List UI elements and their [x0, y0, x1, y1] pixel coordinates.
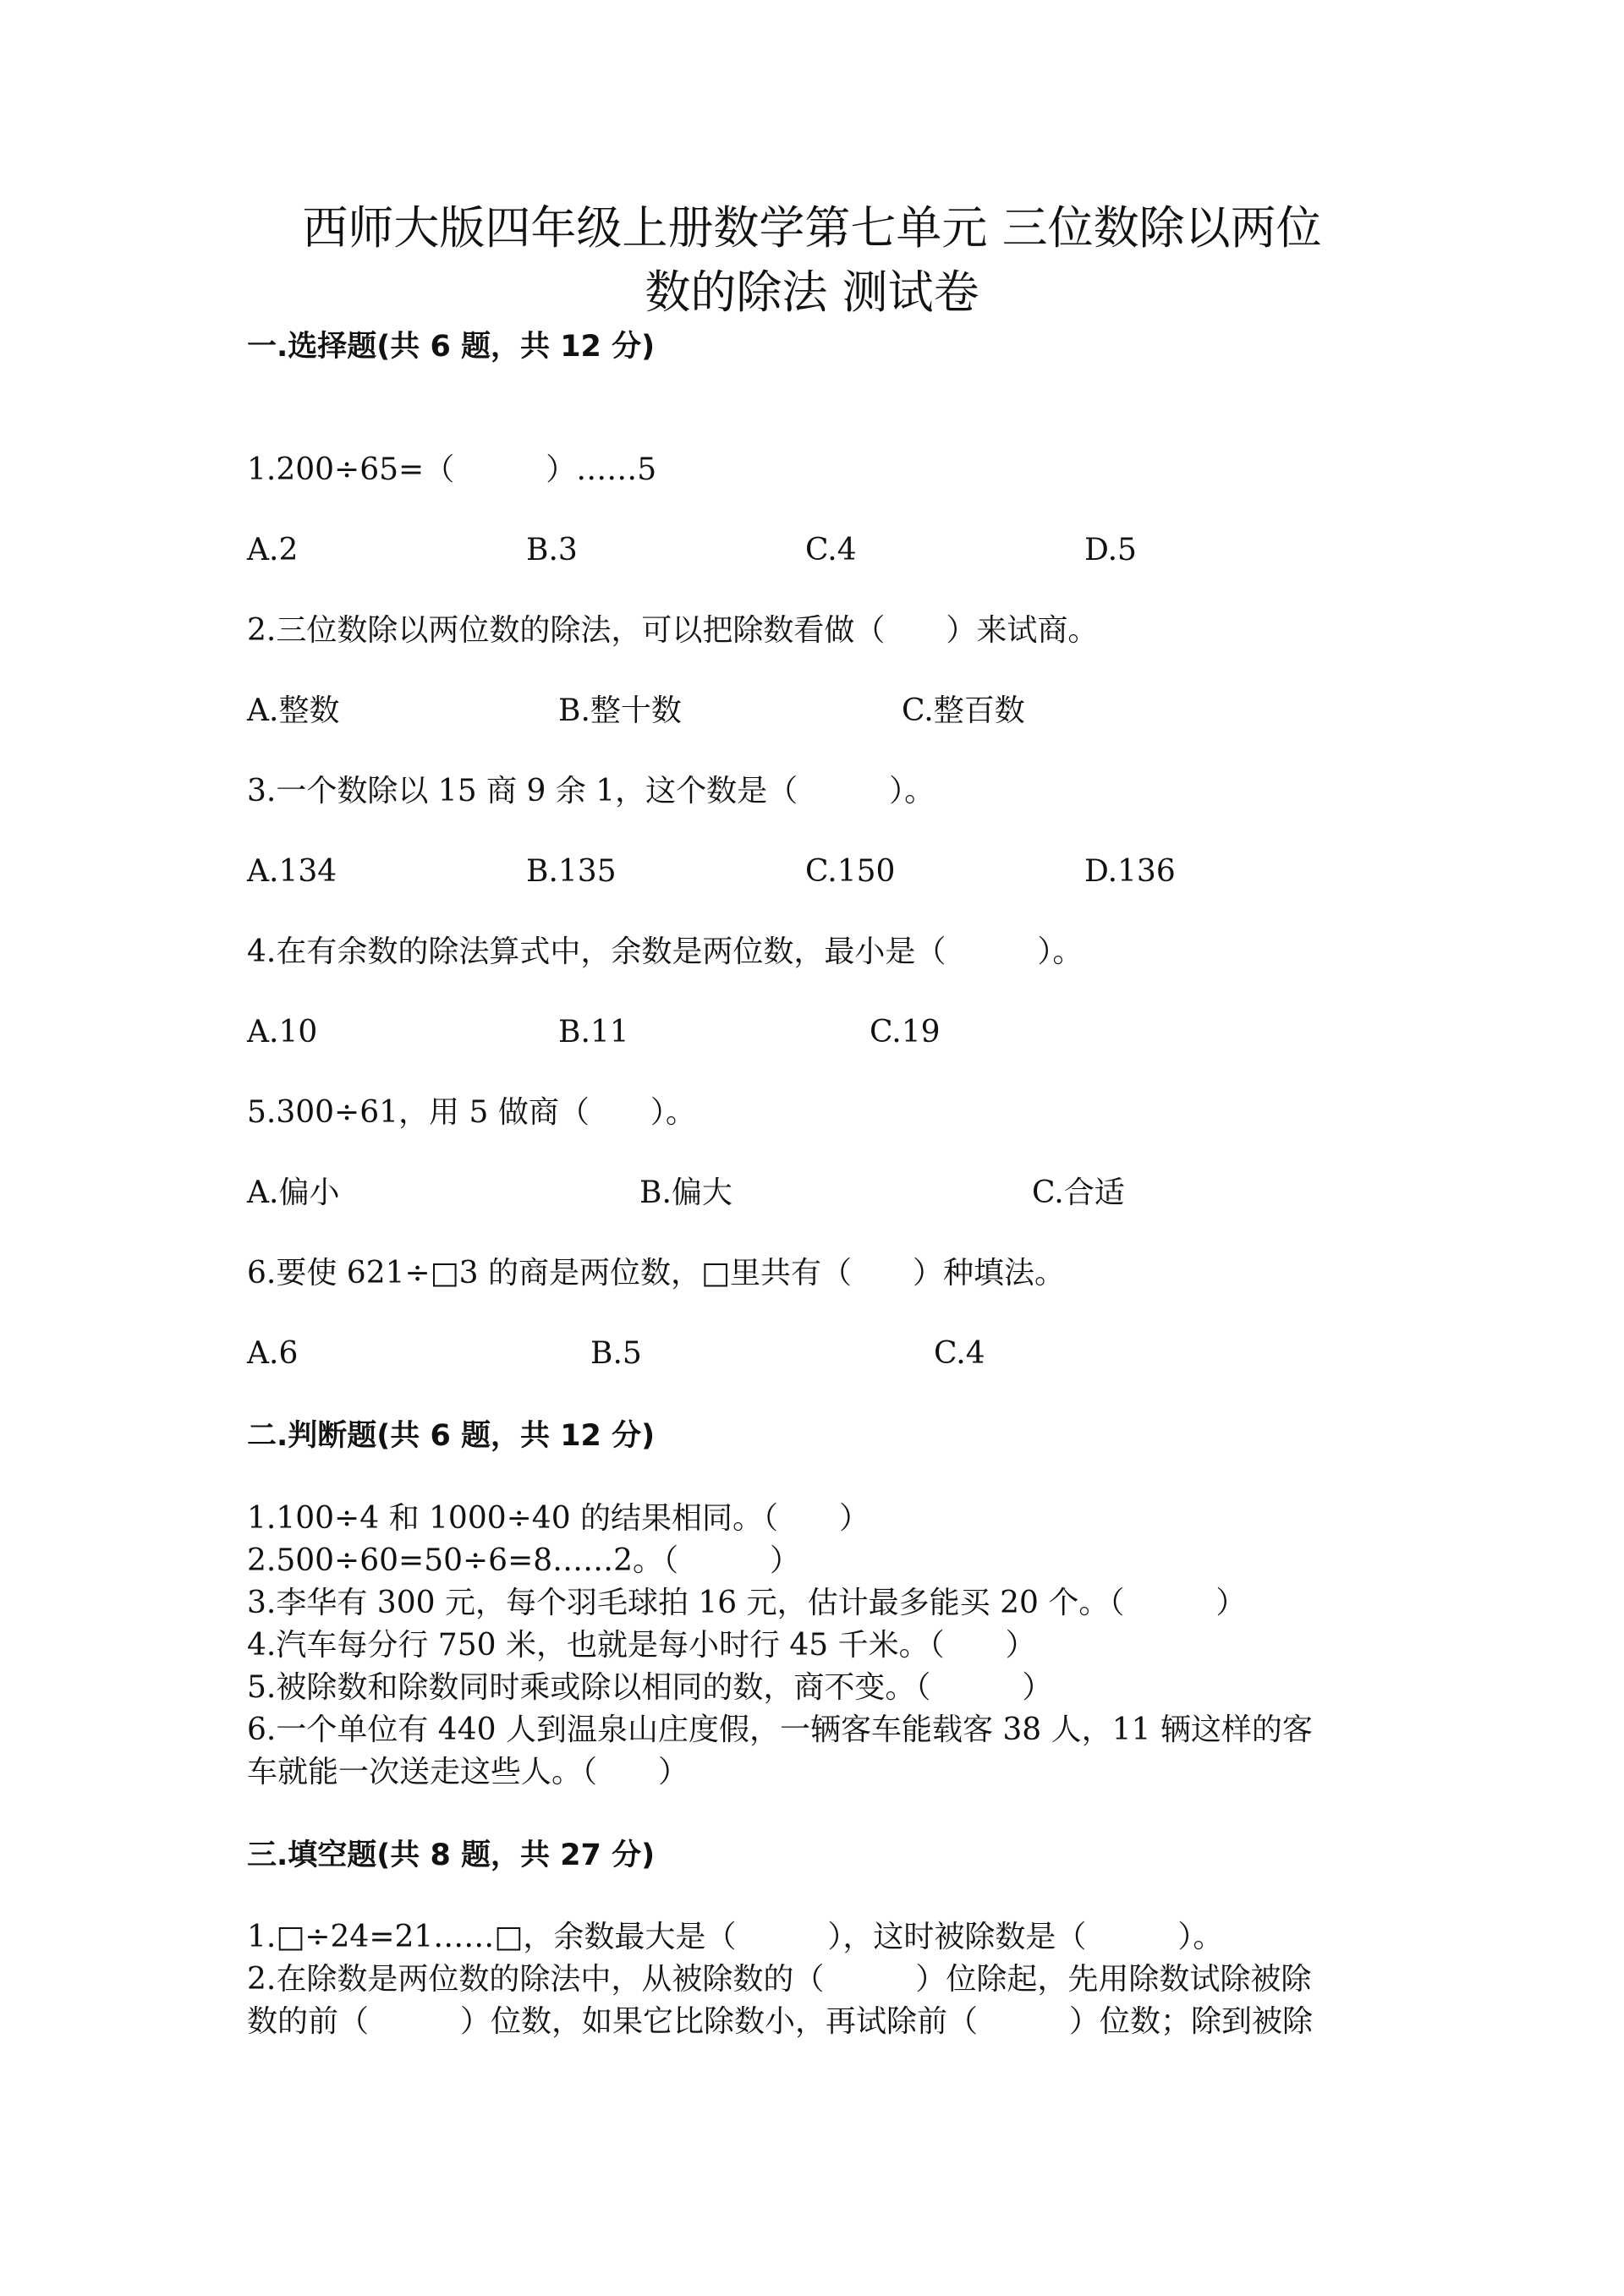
option-c: C.整百数: [902, 693, 1025, 728]
option-d: D.5: [1084, 533, 1137, 567]
question-stem: 1.200÷65=（ ）……5: [247, 452, 657, 487]
option-a: A.134: [247, 854, 337, 889]
question-stem: 3.一个数除以 15 商 9 余 1，这个数是（ ）。: [247, 774, 935, 808]
option-b: B.偏大: [639, 1175, 732, 1210]
judge-item: 1.100÷4 和 1000÷40 的结果相同。（ ）: [247, 1501, 870, 1536]
question-stem: 5.300÷61，用 5 做商（ ）。: [247, 1095, 696, 1130]
option-d: D.136: [1084, 854, 1176, 889]
fill-item: 2.在除数是两位数的除法中，从被除数的（ ）位除起，先用除数试除被除: [247, 1962, 1312, 1997]
option-c: C.4: [934, 1336, 985, 1371]
judge-item: 6.一个单位有 440 人到温泉山庄度假，一辆客车能载客 38 人，11 辆这样的客: [247, 1712, 1313, 1747]
page-title: [237, 196, 1387, 325]
option-a: A.整数: [247, 693, 340, 728]
fill-item-continued: 数的前（ ）位数，如果它比除数小，再试除前（ ）位数；除到被除: [247, 2004, 1314, 2039]
option-b: B.整十数: [558, 693, 682, 728]
option-a: A.偏小: [247, 1175, 340, 1210]
option-a: A.6: [247, 1336, 299, 1371]
judge-item: 5.被除数和除数同时乘或除以相同的数，商不变。（ ）: [247, 1670, 1053, 1705]
option-c: C.4: [805, 533, 857, 567]
section-heading-choice: 一.选择题(共 6 题，共 12 分): [247, 330, 656, 364]
option-b: B.11: [558, 1015, 629, 1049]
question-stem: 4.在有余数的除法算式中，余数是两位数，最小是（ ）。: [247, 934, 1084, 969]
option-c: C.150: [805, 854, 896, 889]
option-c: C.合适: [1032, 1175, 1125, 1210]
judge-item: 4.汽车每分行 750 米，也就是每小时行 45 千米。（ ）: [247, 1628, 1036, 1663]
question-stem: 2.三位数除以两位数的除法，可以把除数看做（ ）来试商。: [247, 613, 1099, 648]
option-b: B.3: [526, 533, 578, 567]
option-a: A.2: [247, 533, 299, 567]
section-heading-judge: 二.判断题(共 6 题，共 12 分): [247, 1419, 656, 1453]
title-line-1: 西师大版四年级上册数学第七单元 三位数除以两位: [302, 201, 1322, 255]
option-a: A.10: [247, 1015, 318, 1049]
section-heading-fill: 三.填空题(共 8 题，共 27 分): [247, 1838, 656, 1872]
option-c: C.19: [870, 1015, 941, 1049]
judge-item: 3.李华有 300 元，每个羽毛球拍 16 元，估计最多能买 20 个。（ ）: [247, 1586, 1247, 1620]
judge-item-continued: 车就能一次送走这些人。（ ）: [247, 1755, 689, 1789]
question-stem: 6.要使 621÷□3 的商是两位数，□里共有（ ）种填法。: [247, 1256, 1066, 1290]
option-b: B.5: [590, 1336, 642, 1371]
fill-item: 1.□÷24=21……□，余数最大是（ ），这时被除数是（ ）。: [247, 1920, 1224, 1954]
title-line-2: 数的除法 测试卷: [645, 266, 979, 319]
judge-item: 2.500÷60=50÷6=8……2。（ ）: [247, 1543, 801, 1578]
option-b: B.135: [526, 854, 617, 889]
